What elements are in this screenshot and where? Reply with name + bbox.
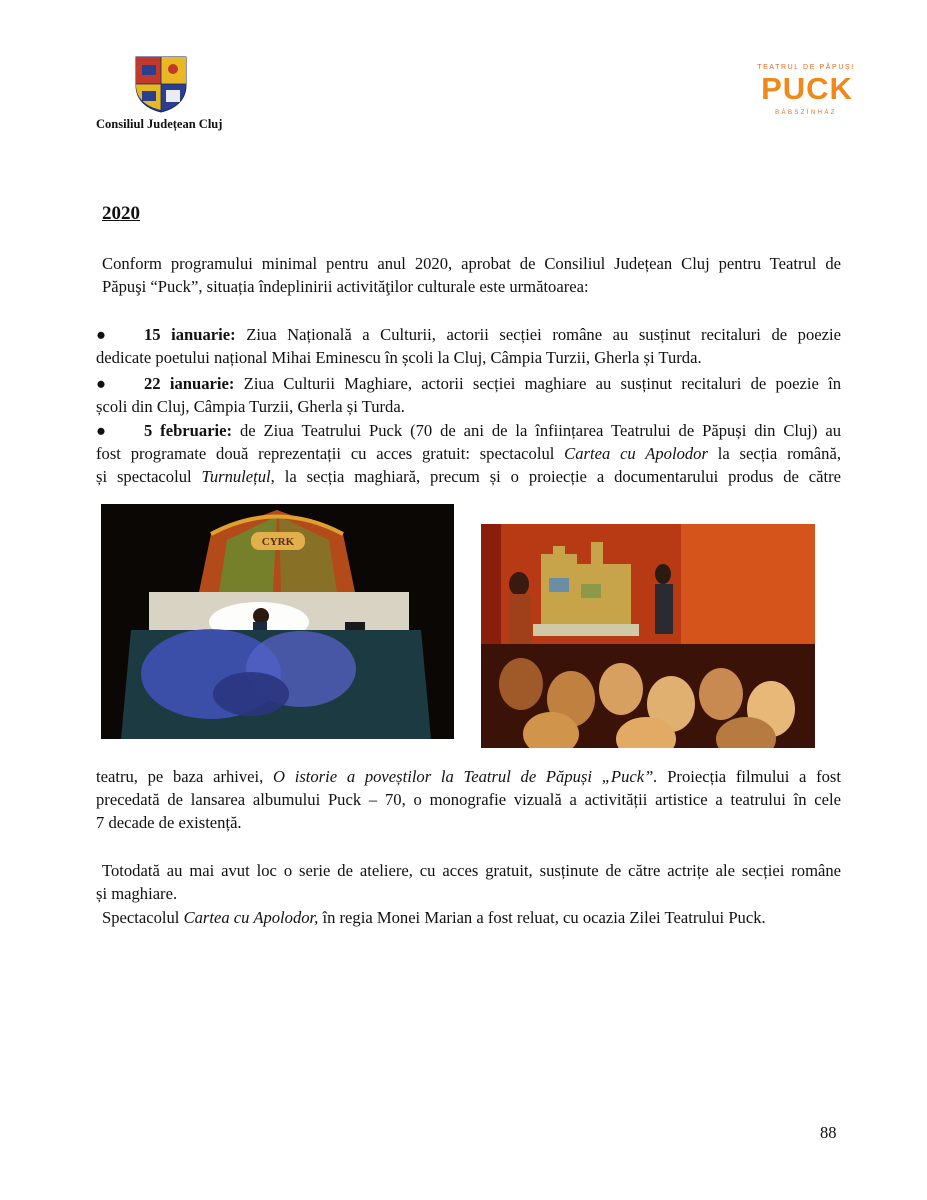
workshops-line-1: Totodată au mai avut loc o serie de ateliere, cu acces gratuit, susținute de către actrițe ale secției române xyxy=(102,861,841,880)
page-number: 88 xyxy=(820,1123,837,1142)
show-title: Cartea cu Apolodor, xyxy=(183,908,319,927)
bullet-icon: ● xyxy=(96,374,107,393)
text-run: fost programate două reprezentații cu acces gratuit: spectacolul xyxy=(96,444,565,463)
item-text-line: dedicate poetului național Mihai Eminescu în școli la Cluj, Câmpia Turzii, Gherla și Turda. xyxy=(96,348,702,367)
item-text-line: școli din Cluj, Câmpia Turzii, Gherla și Turda. xyxy=(96,397,405,416)
bullet-icon: ● xyxy=(96,421,107,440)
item-text-line xyxy=(96,442,841,465)
show-title: Cartea cu Apolodor xyxy=(564,444,708,463)
text-run: Spectacolul xyxy=(102,908,184,927)
continuation-line-1 xyxy=(96,765,841,788)
list-item xyxy=(96,419,841,442)
list-item xyxy=(96,372,841,395)
revival-line xyxy=(102,906,841,929)
logo-bottom-line: BÁBSZÍNHÁZ xyxy=(775,110,837,116)
puck-theatre-logo xyxy=(752,64,860,122)
text-run: , la secția maghiară, precum și o proiecție a documentarului produs de către xyxy=(270,467,841,486)
text-run: teatru, pe baza arhivei, xyxy=(96,767,274,786)
item-text: Ziua Națională a Culturii, actorii secției române au susținut recitaluri de poezie xyxy=(235,325,841,344)
intro-line-2: Păpuşi “Puck”, situația îndeplinirii activităţilor culturale este următoarea: xyxy=(102,277,589,296)
puppet-stage-photo xyxy=(101,504,454,739)
workshops-line-2: și maghiare. xyxy=(96,884,178,903)
bullet-icon: ● xyxy=(96,325,107,344)
logo-name: PUCK xyxy=(761,71,853,106)
continuation-line-2: precedată de lansarea albumului Puck – 70, o monografie vizuală a activității artistice a teatrului în cele xyxy=(96,790,841,809)
coat-of-arms-logo xyxy=(134,55,188,113)
continuation-line-3: 7 decade de existență. xyxy=(96,813,242,832)
council-name: Consiliul Județean Cluj xyxy=(96,117,223,131)
text-run: în regia Monei Marian a fost reluat, cu ocazia Zilei Teatrului Puck. xyxy=(318,908,766,927)
list-item xyxy=(96,323,841,346)
intro-line-1: Conform programului minimal pentru anul 2020, aprobat de Consiliul Județean Cluj pentru Teatrul de xyxy=(102,254,841,273)
item-date: 15 ianuarie: xyxy=(144,325,236,344)
year-heading: 2020 xyxy=(102,203,140,224)
circus-sign: CYRK xyxy=(261,536,295,548)
logo-top-line: TEATRUL DE PĂPUȘI xyxy=(757,64,855,71)
documentary-title: O istorie a poveștilor la Teatrul de Păpuși „Puck”. xyxy=(273,767,658,786)
item-text: Ziua Culturii Maghiare, actorii secției maghiare au susținut recitaluri de poezie în xyxy=(234,374,841,393)
item-text: de Ziua Teatrului Puck (70 de ani de la înființarea Teatrului de Păpuși din Cluj) au xyxy=(232,421,841,440)
item-date: 5 februarie: xyxy=(144,421,233,440)
audience-photo xyxy=(481,524,815,748)
text-run: Proiecția filmului a fost xyxy=(657,767,841,786)
text-run: la secția română, xyxy=(707,444,841,463)
text-run: și spectacolul xyxy=(96,467,202,486)
item-text-line xyxy=(96,465,841,488)
show-title: Turnulețul xyxy=(201,467,271,486)
item-date: 22 ianuarie: xyxy=(144,374,235,393)
